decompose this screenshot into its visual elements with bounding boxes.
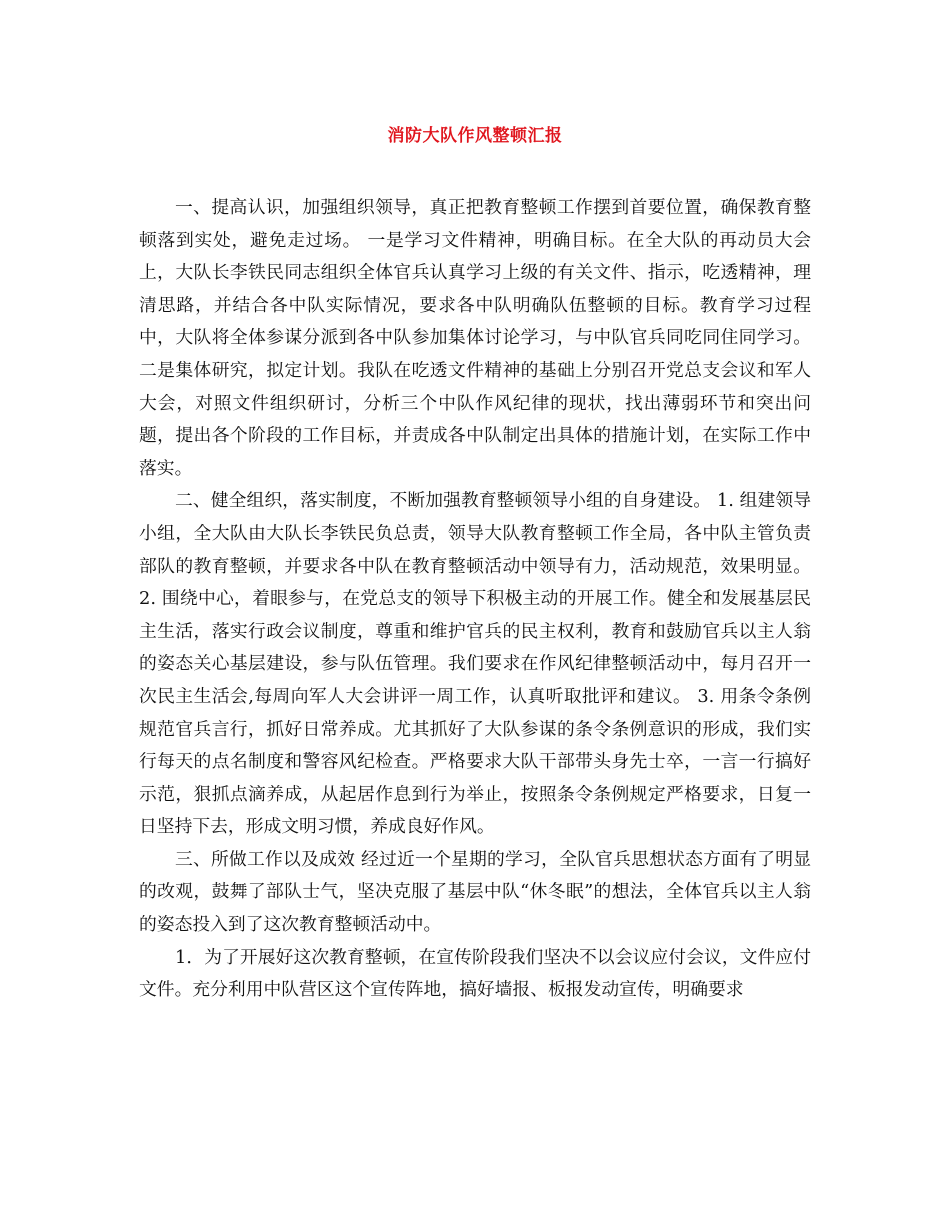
paragraph-4: 1．为了开展好这次教育整顿，在宣传阶段我们坚决不以会议应付会议，文件应付文件。充分利用中队营区这个宣传阵地，搞好墙报、板报发动宣传，明确要求 — [139, 946, 811, 1001]
paragraph-3: 三、所做工作以及成效 经过近一个星期的学习，全队官兵思想状态方面有了明显的改观，鼓舞了部队士气，坚决克服了基层中队“休冬眠”的想法，全体官兵以主人翁的姿态投入到了这次教育整顿活动中。 — [139, 848, 811, 936]
paragraph-2: 二、健全组织，落实制度，不断加强教育整顿领导小组的自身建设。 1. 组建领导小组，全大队由大队长李铁民负总责，领导大队教育整顿工作全局，各中队主管负责部队的教育整顿，并要求各中队在教育整顿活动中领导有力，活动规范，效果明显。 2. 围绕中心，着眼参与，在党总支的领导下积极主动的开展工作。健全和发展基层民主生活，落实行政会议制度，尊重和维护官兵的民主权利，教育和鼓励官兵以主人翁的姿态关心基层建设，参与队伍管理。我们要求在作风纪律整顿活动中，每月召开一次民主生活会,每周向军人大会讲评一周工作，认真听取批评和建议。 3. 用条令条例规范官兵言行，抓好日常养成。尤其抓好了大队参谋的条令条例意识的形成，我们实行每天的点名制度和警容风纪检查。严格要求大队干部带头身先士卒，一言一行搞好示范，狠抓点滴养成，从起居作息到行为举止，按照条令条例规定严格要求，日复一日坚持下去，形成文明习惯，养成良好作风。 — [139, 490, 811, 838]
document-body — [139, 192, 811, 1007]
document-title: 消防大队作风整顿汇报 — [387, 126, 563, 146]
paragraph-1: 一、提高认识，加强组织领导，真正把教育整顿工作摆到首要位置，确保教育整顿落到实处，避免走过场。 一是学习文件精神，明确目标。在全大队的再动员大会上，大队长李铁民同志组织全体官兵认真学习上级的有关文件、指示，吃透精神，理清思路，并结合各中队实际情况，要求各中队明确队伍整顿的目标。教育学习过程中，大队将全体参谋分派到各中队参加集体讨论学习，与中队官兵同吃同住同学习。 二是集体研究，拟定计划。我队在吃透文件精神的基础上分别召开党总支会议和军人大会，对照文件组织研讨，分析三个中队作风纪律的现状，找出薄弱环节和突出问题，提出各个阶段的工作目标，并责成各中队制定出具体的措施计划，在实际工作中落实。 — [139, 197, 811, 479]
